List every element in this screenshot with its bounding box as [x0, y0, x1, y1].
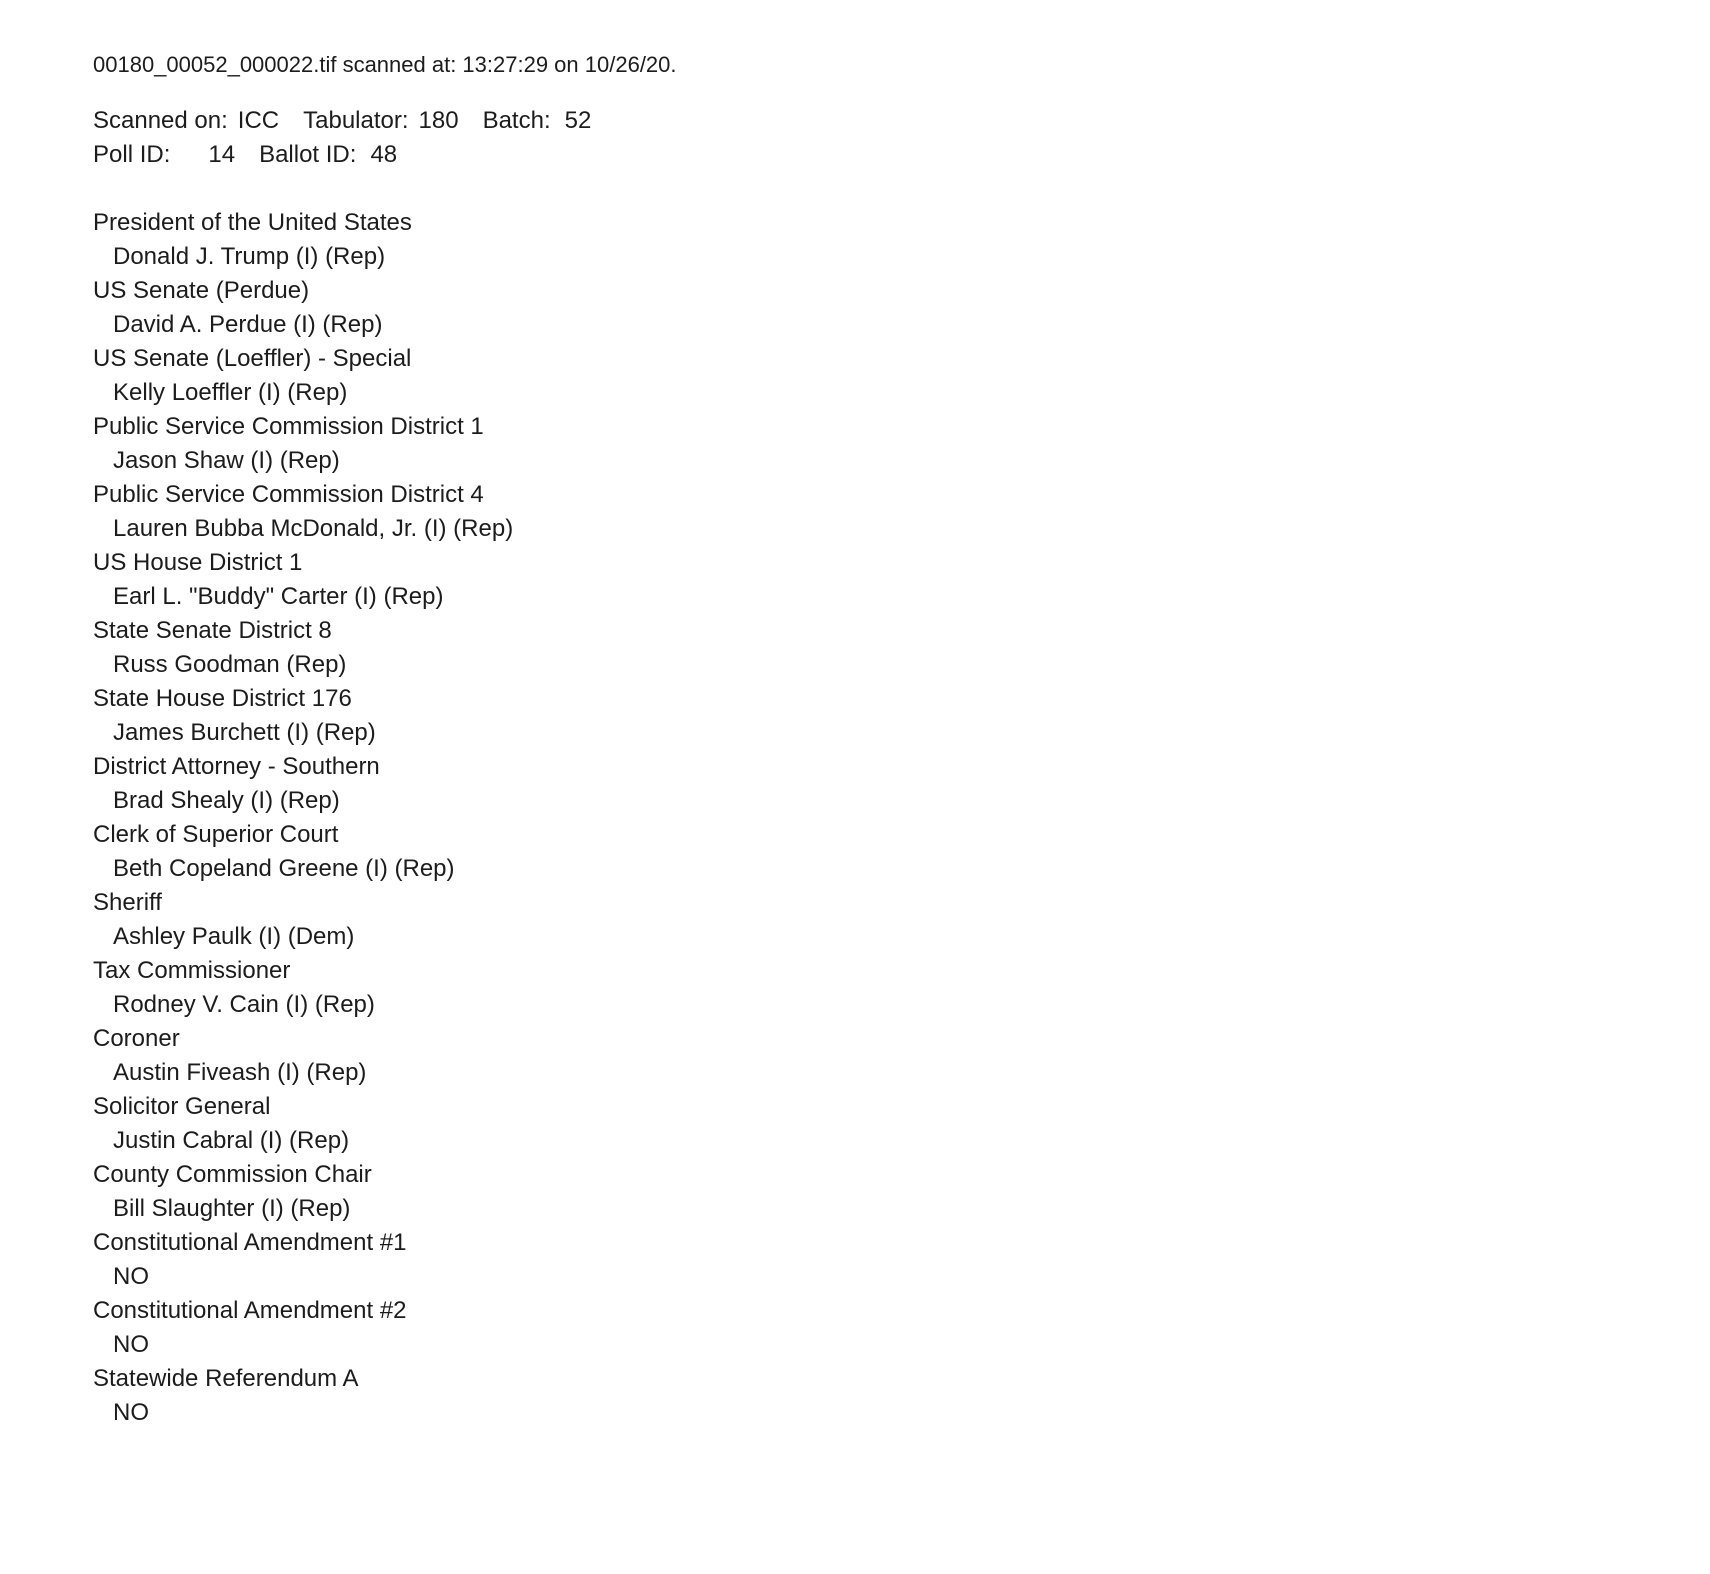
contest-name: County Commission Chair: [93, 1161, 372, 1188]
poll-info-line: [93, 138, 1670, 172]
contest-name: Public Service Commission District 1: [93, 413, 484, 440]
contest-block: [93, 546, 1670, 614]
contest-name: Coroner: [93, 1025, 180, 1052]
contest-name: Sheriff: [93, 889, 162, 916]
contest-choice: NO: [113, 1399, 149, 1426]
contest-block: [93, 682, 1670, 750]
contest-block: [93, 342, 1670, 410]
contest-name: US House District 1: [93, 549, 303, 576]
contest-name: US Senate (Perdue): [93, 277, 310, 304]
contest-block: [93, 1022, 1670, 1090]
contest-block: [93, 954, 1670, 1022]
contest-choice: Jason Shaw (I) (Rep): [113, 447, 340, 474]
contest-block: [93, 886, 1670, 954]
poll-id-value: 14: [208, 141, 236, 168]
tabulator-label: Tabulator:: [303, 107, 409, 134]
contest-choice: Lauren Bubba McDonald, Jr. (I) (Rep): [113, 515, 514, 542]
contest-name: Statewide Referendum A: [93, 1365, 359, 1392]
contest-choice: Earl L. "Buddy" Carter (I) (Rep): [113, 583, 444, 610]
batch-label: Batch:: [482, 107, 551, 134]
contest-choice: Beth Copeland Greene (I) (Rep): [113, 855, 455, 882]
contest-block: [93, 1362, 1670, 1430]
contest-name: State Senate District 8: [93, 617, 332, 644]
contest-block: [93, 206, 1670, 274]
contest-name: Constitutional Amendment #2: [93, 1297, 407, 1324]
contest-choice: NO: [113, 1331, 149, 1358]
contest-block: [93, 1158, 1670, 1226]
contest-choice: Kelly Loeffler (I) (Rep): [113, 379, 348, 406]
contest-choice: James Burchett (I) (Rep): [113, 719, 376, 746]
contest-name: Solicitor General: [93, 1093, 271, 1120]
contest-block: [93, 1226, 1670, 1294]
contest-name: District Attorney - Southern: [93, 753, 380, 780]
contest-block: [93, 274, 1670, 342]
tabulator-value: 180: [418, 107, 459, 134]
contest-block: [93, 614, 1670, 682]
contest-name: Constitutional Amendment #1: [93, 1229, 407, 1256]
contest-choice: NO: [113, 1263, 149, 1290]
contest-choice: Austin Fiveash (I) (Rep): [113, 1059, 367, 1086]
contest-block: [93, 478, 1670, 546]
contest-choice: Rodney V. Cain (I) (Rep): [113, 991, 375, 1018]
contest-name: Public Service Commission District 4: [93, 481, 484, 508]
scan-info-line: [93, 104, 1670, 138]
contest-name: President of the United States: [93, 209, 412, 236]
batch-value: 52: [564, 107, 592, 134]
contest-name: Clerk of Superior Court: [93, 821, 339, 848]
scanned-on-value: ICC: [237, 107, 280, 134]
ballot-id-label: Ballot ID:: [259, 141, 357, 168]
contest-block: [93, 818, 1670, 886]
contest-name: State House District 176: [93, 685, 352, 712]
scanned-on-label: Scanned on:: [93, 107, 228, 134]
contest-choice: David A. Perdue (I) (Rep): [113, 311, 383, 338]
contest-choice: Justin Cabral (I) (Rep): [113, 1127, 350, 1154]
contest-name: US Senate (Loeffler) - Special: [93, 345, 412, 372]
contest-choice: Donald J. Trump (I) (Rep): [113, 243, 386, 270]
contest-list: [93, 206, 1670, 1430]
contest-choice: Russ Goodman (Rep): [113, 651, 347, 678]
contest-block: [93, 750, 1670, 818]
ballot-id-value: 48: [370, 141, 398, 168]
scan-filename-line: 00180_00052_000022.tif scanned at: 13:27:29 on 10/26/20.: [93, 52, 677, 77]
contest-choice: Brad Shealy (I) (Rep): [113, 787, 340, 814]
contest-choice: Bill Slaughter (I) (Rep): [113, 1195, 351, 1222]
poll-id-label: Poll ID:: [93, 141, 171, 168]
contest-block: [93, 410, 1670, 478]
contest-block: [93, 1090, 1670, 1158]
contest-block: [93, 1294, 1670, 1362]
contest-choice: Ashley Paulk (I) (Dem): [113, 923, 355, 950]
contest-name: Tax Commissioner: [93, 957, 291, 984]
